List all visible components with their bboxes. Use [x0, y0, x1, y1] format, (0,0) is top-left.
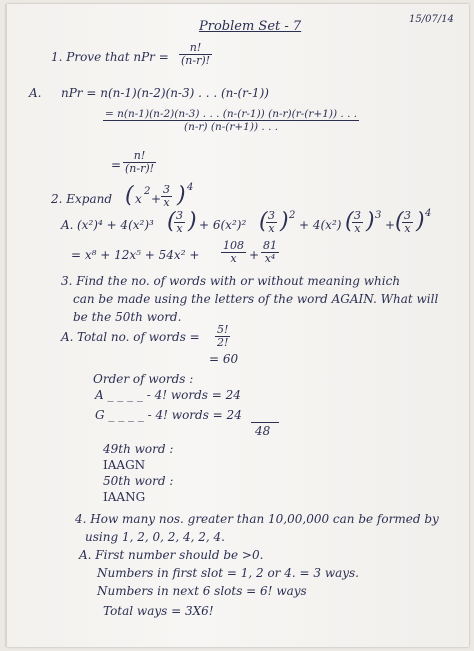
q2-term2-open: (	[259, 209, 268, 234]
q4-answer3: Numbers in next 6 slots = 6! ways	[97, 584, 307, 598]
q4-answer2: Numbers in first slot = 1, 2 or 4. = 3 ways.	[97, 566, 359, 580]
q2-term1-fraction	[174, 210, 185, 235]
q2-line2-num1: 108	[223, 239, 244, 252]
q1-line1: nPr = n(n-1)(n-2)(n-3) . . . (n-(r-1))	[61, 86, 269, 100]
q1-frac-den: (n-r)!	[181, 54, 211, 67]
q2-expr-base: x	[135, 192, 142, 206]
q3-word49-label: 49th word :	[103, 442, 174, 456]
page-title: Problem Set - 7	[199, 19, 302, 34]
q1-line3-num: n!	[123, 150, 156, 163]
q2-term3-open: (	[345, 209, 354, 234]
q3-answer-label: A.	[61, 330, 74, 344]
q4-answer1: A. First number should be >0.	[79, 548, 264, 562]
q2-expr-num: 3	[163, 183, 170, 196]
q2-term2-den: x	[268, 222, 275, 235]
q2-term4-plus: +	[385, 218, 396, 232]
q2-prompt: 2. Expand	[51, 192, 113, 206]
q2-term3: + 4(x²)	[299, 218, 342, 232]
q2-term2-power: 2	[289, 210, 296, 221]
q3-row-a: A _ _ _ _ - 4! words = 24	[95, 388, 241, 402]
q4-answer4: Total ways = 3X6!	[103, 604, 214, 618]
q2-term1: (x²)⁴ + 4(x²)³	[77, 218, 154, 232]
q2-term4-den: x	[404, 222, 411, 235]
q3-line3: be the 50th word.	[73, 310, 182, 324]
q3-line2: can be made using the letters of the word AGAIN. What will	[73, 292, 439, 306]
q2-expr-sup: 2	[144, 186, 151, 197]
q2-expr-power: 4	[187, 182, 194, 193]
q3-word49: IAAGN	[103, 458, 146, 472]
q1-line3-den: (n-r)!	[125, 162, 155, 175]
q2-term4-num: 3	[404, 209, 411, 222]
q1-line2-num: = n(n-1)(n-2)(n-3) . . . (n-(r-1)) (n-r)(r-(r+1)) . . .	[105, 108, 358, 120]
q3-total-value: = 60	[209, 352, 239, 366]
q2-term3-num: 3	[354, 209, 361, 222]
q2-term4-fraction	[402, 210, 413, 235]
q1-line2-den: (n-r) (n-(r+1)) . . .	[184, 121, 279, 133]
q3-total-label: Total no. of words =	[77, 330, 200, 344]
q1-prompt-fraction	[179, 42, 212, 67]
q1-line3-fraction	[123, 150, 156, 175]
q1-prompt: 1. Prove that nPr =	[51, 50, 169, 64]
q2-line2-den2: x⁴	[264, 252, 276, 265]
q2-term1-open: (	[167, 209, 176, 234]
q3-total-fraction	[215, 324, 230, 349]
q2-term2-num: 3	[268, 209, 275, 222]
page-date: 15/07/14	[409, 14, 454, 25]
q2-term2-fraction	[266, 210, 277, 235]
q2-line2-num2: 81	[263, 239, 277, 252]
q1-frac-num: n!	[179, 42, 212, 55]
q2-line2-den1: x	[230, 252, 237, 265]
q2-open-paren: (	[125, 183, 134, 208]
q3-sum-rule	[251, 422, 279, 423]
q2-close-paren: )	[177, 183, 186, 208]
q4-line2: using 1, 2, 0, 2, 4, 2, 4.	[85, 530, 225, 544]
q2-line2-fraction2	[261, 240, 279, 265]
q2-expr-den: x	[163, 196, 170, 209]
q2-term1-den: x	[176, 222, 183, 235]
q1-answer-label: A.	[29, 86, 42, 100]
q3-word50-label: 50th word :	[103, 474, 174, 488]
q4-line1: 4. How many nos. greater than 10,00,000 can be formed by	[75, 512, 439, 526]
q2-term1-close: )	[188, 209, 197, 234]
q3-row-sum: 48	[255, 424, 271, 438]
q2-line2: = x⁸ + 12x⁵ + 54x² +	[71, 248, 200, 262]
q2-line2-plus: +	[249, 248, 260, 262]
q3-total-den: 2!	[217, 336, 229, 349]
q2-expr-plus: +	[151, 192, 162, 206]
q2-term3-fraction	[352, 210, 363, 235]
q3-order-label: Order of words :	[93, 372, 194, 386]
q2-term3-den: x	[354, 222, 361, 235]
q2-term3-power: 3	[375, 210, 382, 221]
q2-term4-close: )	[416, 209, 425, 234]
q2-line2-fraction1	[221, 240, 246, 265]
q2-expr-fraction	[161, 184, 172, 209]
q3-total-num: 5!	[217, 323, 229, 336]
q2-term1-num: 3	[176, 209, 183, 222]
q3-line1: 3. Find the no. of words with or without meaning which	[61, 274, 401, 288]
q2-term2-close: )	[280, 209, 289, 234]
q3-row-g: G _ _ _ _ - 4! words = 24	[95, 408, 242, 422]
q2-term4-power: 4	[425, 208, 432, 219]
q1-line2-fraction	[103, 108, 359, 133]
notebook-page	[6, 4, 469, 647]
q3-word50: IAANG	[103, 490, 146, 504]
q2-term4-open: (	[395, 209, 404, 234]
q2-answer-label: A.	[61, 218, 74, 232]
q2-term2: + 6(x²)²	[199, 218, 247, 232]
q1-line3-eq: =	[111, 158, 122, 172]
q2-term3-close: )	[366, 209, 375, 234]
